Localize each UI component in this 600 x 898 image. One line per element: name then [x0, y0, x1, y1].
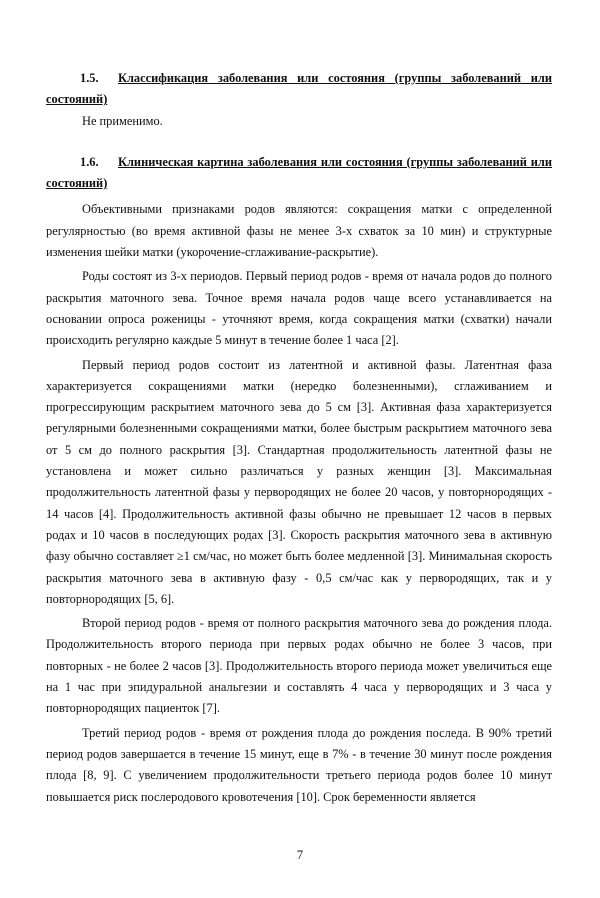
paragraph: Объективными признаками родов являются: сокращения матки с определенной регулярностью (во время активной фазы не менее 3-х схваток за 10 мин) и структурные изменения шейки матки (укорочение-сглаживание-раскрытие). [46, 202, 552, 260]
section-number: 1.5. [80, 71, 99, 85]
section-heading-1-6 [46, 152, 552, 195]
section-title: Классификация заболевания или состояния (группы заболеваний или состояний) [46, 71, 552, 107]
paragraph: Роды состоят из 3-х периодов. Первый период родов - время от начала родов до полного раскрытия маточного зева. Точное время начала родов чаще всего устанавливается на основании опроса роженицы - уточняют время, когда сокращения матки (схватки) начали происходить регулярно каждые 5 минут в течение более 1 часа [2]. [46, 269, 552, 348]
paragraph: Второй период родов - время от полного раскрытия маточного зева до рождения плода. Продолжительность второго периода при первых родах обычно не более 3 часов, при повторных - не более 2 часов [3]. Продолжительность второго периода может увеличиться еще на 1 час при эпидуральной анальгезии и составлять 4 часа у первородящих и 3 часа у повторнородящих пациенток [7]. [46, 616, 552, 716]
section-1-5-body: Не применимо. [82, 113, 163, 128]
paragraph: Первый период родов состоит из латентной и активной фазы. Латентная фаза характеризуется сокращениями матки (нередко болезненными), сглаживанием и прогрессирующим раскрытием маточного зева до 5 см [3]. Активная фаза характеризуется регулярными болезненными сокращениями матки, более быстрым раскрытием маточного зева от 5 см до полного раскрытия [3]. Стандартная продолжительность латентной фазы не установлена и может сильно различаться у разных женщин [3]. Максимальная продолжительность латентной фазы у первородящих не более 20 часов, у повторнородящих - 14 часов [4]. Продолжительность активной фазы обычно не превышает 12 часов в первых родах и 10 часов в последующих родах [3]. Скорость раскрытия маточного зева в активную фазу обычно составляет ≥1 см/час, но может быть более медленной [3]. Минимальная скорость раскрытия маточного зева в активную фазу - 0,5 см/час как у первородящих, так и у повторнородящих [5, 6]. [46, 357, 552, 606]
section-title: Клиническая картина заболевания или состояния (группы заболеваний или состояний) [46, 154, 552, 191]
section-heading-1-5 [46, 68, 552, 111]
paragraph: Третий период родов - время от рождения плода до рождения последа. В 90% третий период родов завершается в течение 15 минут, еще в 7% - в течение 30 минут после рождения плода [8, 9]. С увеличением продолжительности третьего периода родов более 10 минут повышается риск послеродового кровотечения [10]. Срок беременности является [46, 725, 552, 804]
page-number: 7 [296, 848, 304, 862]
section-number: 1.6. [80, 154, 99, 169]
